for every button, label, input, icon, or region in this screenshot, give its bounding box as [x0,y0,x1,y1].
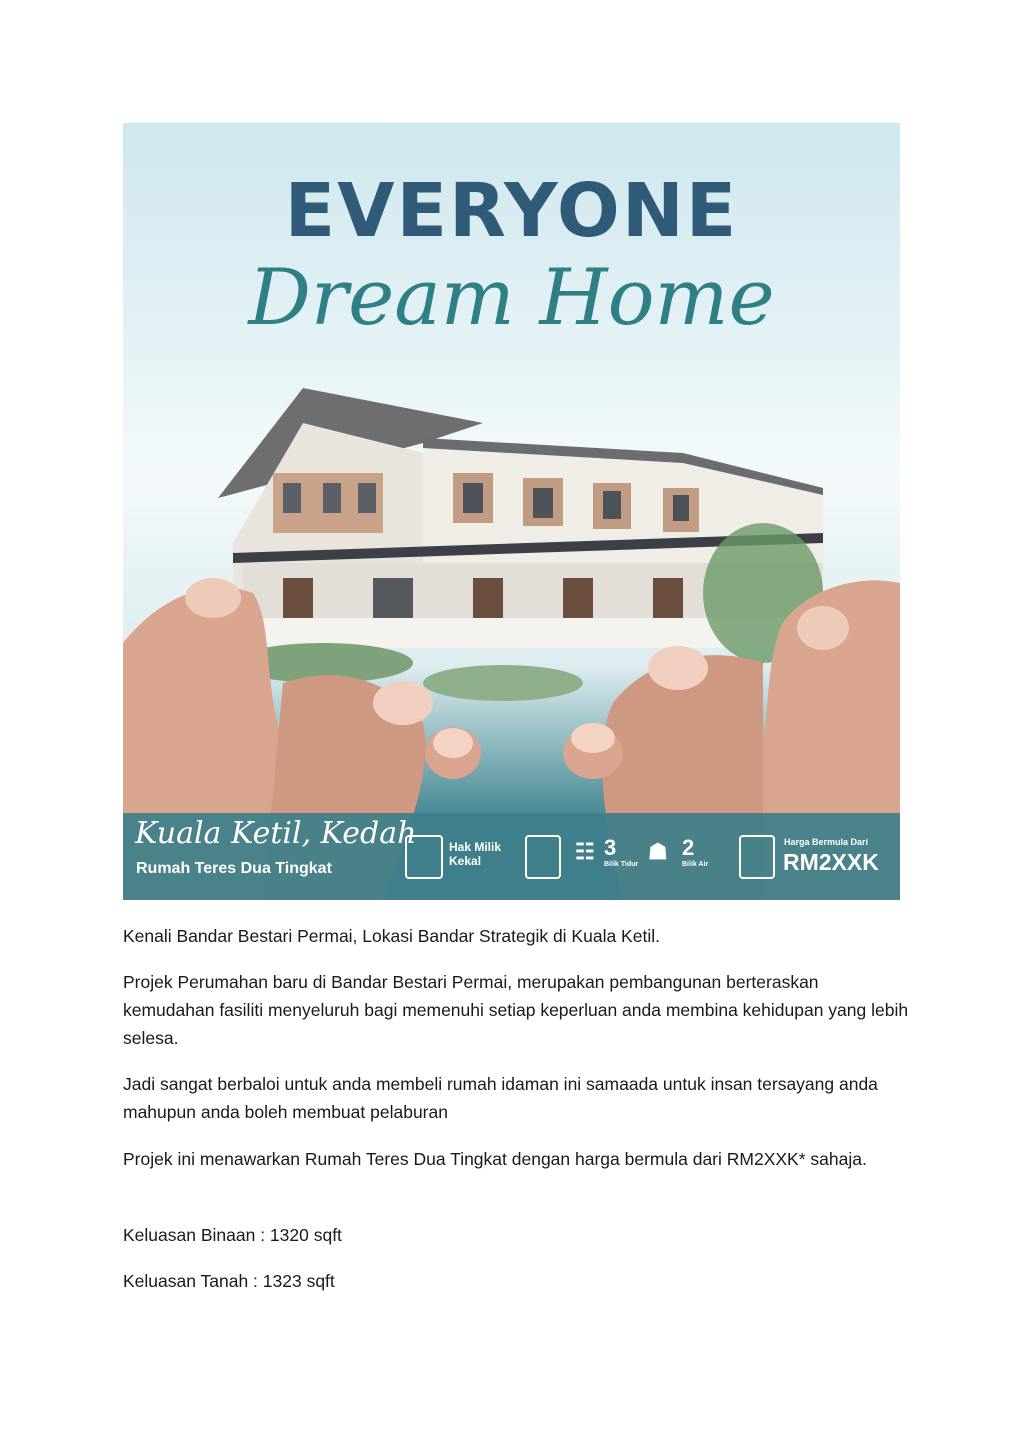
price-value: RM2XXK [783,849,879,875]
banner-house-type: Rumah Teres Dua Tingkat [136,860,332,877]
paragraph-4: Projek ini menawarkan Rumah Teres Dua Tingkat dengan harga bermula dari RM2XXK* sahaja. [123,1149,867,1169]
built-area [123,1221,913,1249]
bed-icon: ☷ [575,839,595,864]
paragraph-value [123,1070,913,1126]
feature-bathrooms-count: 2 [682,835,695,860]
paragraph-offer [123,1145,913,1173]
paragraph-project [123,968,913,1052]
feature-bedrooms-label: Bilik Tidur [604,861,639,868]
bathtub-icon: ☗ [648,839,668,864]
paragraph-5: Keluasan Binaan : 1320 sqft [123,1225,342,1245]
paragraph-2: Projek Perumahan baru di Bandar Bestari Permai, merupakan pembangunan berteraskan kemudahan fasiliti menyeluruh bagi memenuhi setiap keperluan anda membina kehidupan yang lebih selesa. [123,972,909,1048]
paragraph-6: Keluasan Tanah : 1323 sqft [123,1271,335,1291]
price-label: Harga Bermula Dari [784,837,869,847]
feature-bedrooms-count: 3 [604,835,617,860]
feature-tenure-line2: Kekal [449,854,482,868]
banner-headline: EVERYONE [284,168,739,254]
paragraph-1: Kenali Bandar Bestari Permai, Lokasi Bandar Strategik di Kuala Ketil. [123,926,660,946]
price-tag-icon [739,835,775,879]
paragraph-intro [123,922,913,950]
banner-script-headline: Dream Home [248,253,775,343]
feature-tenure-line1: Hak Milik [449,840,502,854]
feature-bathrooms-label: Bilik Air [682,861,709,868]
land-area [123,1267,913,1295]
certificate-icon [525,835,561,879]
property-banner [123,123,900,900]
banner-location: Kuala Ketil, Kedah [135,816,417,851]
paragraph-3: Jadi sangat berbaloi untuk anda membeli rumah idaman ini samaada untuk insan tersayang anda mahupun anda boleh membuat pelaburan [123,1074,878,1122]
document-icon [405,835,443,879]
